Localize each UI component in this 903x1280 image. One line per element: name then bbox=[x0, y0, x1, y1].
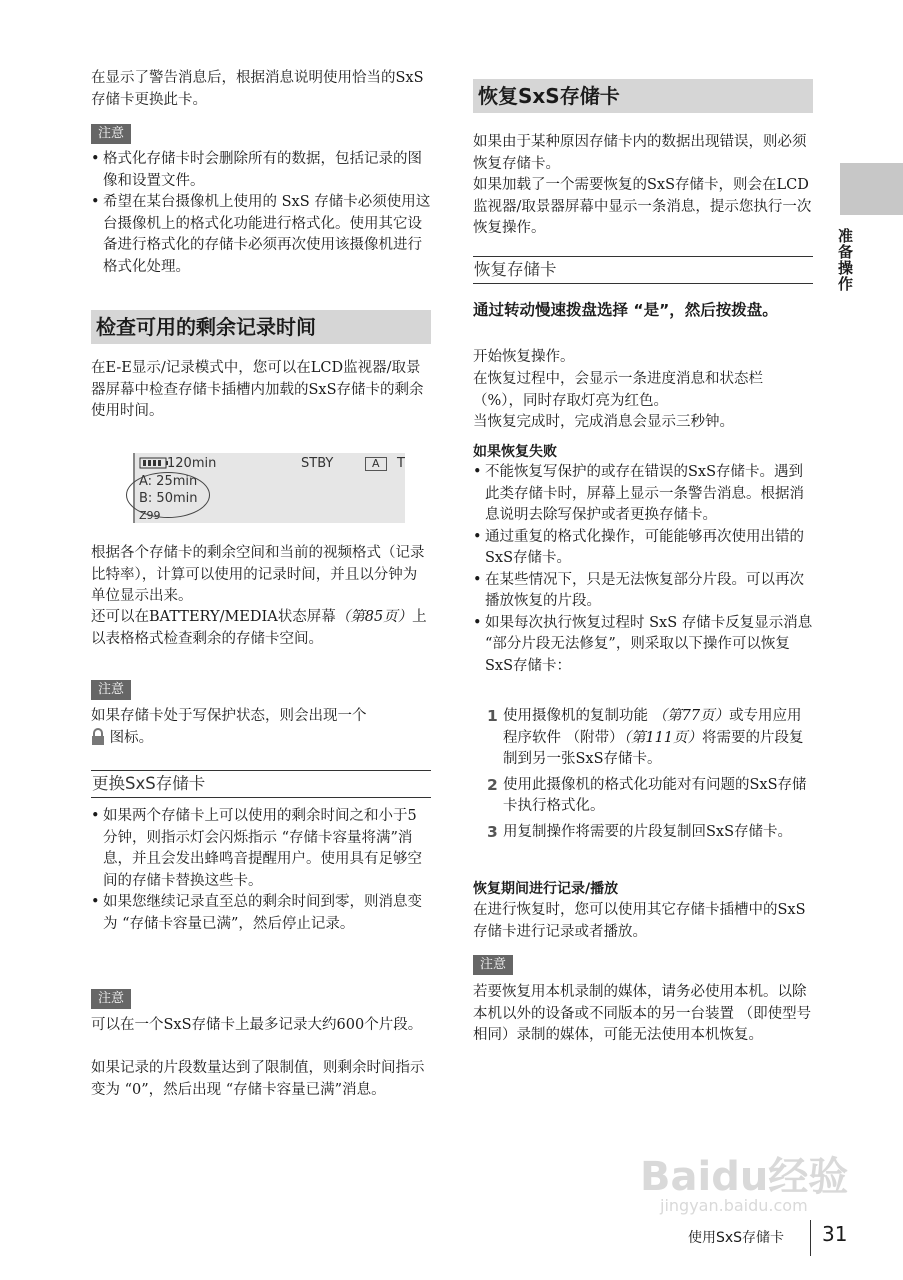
edge-char: T bbox=[397, 456, 405, 471]
watermark-url: jingyan.baidu.com bbox=[660, 1196, 808, 1215]
recover-intro: 如果由于某种原因存储卡内的数据出现错误，则必须恢复存储卡。 bbox=[473, 134, 807, 172]
write-protect-note: 如果存储卡处于写保护状态，则会出现一个 图标。 bbox=[91, 706, 431, 752]
step-heading: 通过转动慢速拨盘选择 “是”，然后按拨盘。 bbox=[473, 301, 778, 319]
recover-intro-2: 如果加载了一个需要恢复的SxS存储卡，则会在LCD监视器/取景器屏幕中显示一条消息，提示您执行一次恢复操作。 bbox=[473, 177, 812, 236]
footer-title: 使用SxS存储卡 bbox=[688, 1230, 785, 1246]
numbered-steps bbox=[473, 706, 813, 847]
clip-limit-note: 可以在一个SxS存储卡上最多记录大约600个片段。 bbox=[91, 1017, 423, 1033]
battery-icon bbox=[139, 457, 169, 473]
status-text: STBY bbox=[301, 456, 334, 471]
step-text: 在恢复过程中，会显示一条进度消息和状态栏 （%），同时存取灯亮为红色。 bbox=[473, 371, 763, 409]
status-screen-note: 还可以在BATTERY/MEDIA状态屏幕（第85页）上以表格格式检查剩余的存储卡空间。 bbox=[91, 609, 427, 647]
list-item: • 在某些情况下，只是无法恢复部分片段。可以再次播放恢复的片段。 bbox=[473, 570, 813, 613]
during-heading: 恢复期间进行记录/播放 bbox=[473, 881, 619, 897]
lock-icon bbox=[91, 728, 105, 753]
page-reference: （第111页） bbox=[623, 729, 703, 746]
lcd-bottom-text: Z99 bbox=[139, 509, 161, 522]
subsection-title: 恢复存储卡 bbox=[473, 256, 813, 284]
intro-paragraph: 在显示了警告消息后，根据消息说明使用恰当的SxS存储卡更换此卡。 bbox=[91, 70, 424, 108]
watermark-brand: Baidu经验 bbox=[640, 1154, 849, 1200]
step-text: 开始恢复操作。 bbox=[473, 349, 575, 365]
side-tab bbox=[840, 163, 903, 215]
page-reference: （第85页） bbox=[335, 609, 413, 625]
watermark bbox=[640, 1145, 848, 1215]
battery-time: 120min bbox=[167, 456, 217, 471]
lcd-explanation: 根据各个存储卡的剩余空间和当前的视频格式（记录比特率），计算可以使用的记录时间，并且以分钟为单位显示出来。 bbox=[91, 545, 425, 604]
list-item: • 通过重复的格式化操作，可能能够再次使用出错的SxS存储卡。 bbox=[473, 527, 813, 570]
during-text: 在进行恢复时，您可以使用其它存储卡插槽中的SxS存储卡进行记录或者播放。 bbox=[473, 902, 806, 940]
note-list bbox=[91, 149, 431, 278]
list-item: • 如果您继续记录直至总的剩余时间到零，则消息变为 “存储卡容量已满”，然后停止记录。 bbox=[91, 892, 431, 935]
list-item: • 不能恢复写保护的或存在错误的SxS存储卡。遇到此类存储卡时，屏幕上显示一条警告消息。根据消息说明去除写保护或者更换存储卡。 bbox=[473, 462, 813, 527]
page-number: 31 bbox=[822, 1222, 848, 1246]
fail-heading: 如果恢复失败 bbox=[473, 444, 557, 460]
highlight-ellipse bbox=[126, 472, 210, 518]
subsection-title: 更换SxS存储卡 bbox=[91, 770, 431, 798]
clip-limit-note-2: 如果记录的片段数量达到了限制值，则剩余时间指示变为 “0”，然后出现 “存储卡容量已满”消息。 bbox=[91, 1060, 425, 1098]
side-tab-label: 准备操作 bbox=[836, 228, 854, 292]
note-label: 注意 bbox=[473, 955, 513, 975]
fail-list bbox=[473, 462, 813, 677]
slot-b-time: B: 50min bbox=[139, 491, 198, 506]
step-text: 当恢复完成时，完成消息会显示三秒钟。 bbox=[473, 414, 734, 430]
section-title: 检查可用的剩余记录时间 bbox=[91, 310, 431, 344]
note-label: 注意 bbox=[91, 989, 131, 1009]
list-item: • 如果两个存储卡上可以使用的剩余时间之和小于5分钟，则指示灯会闪烁指示 “存储卡容量将满”消息，并且会发出蜂鸣音提醒用户。使用具有足够空间的存储卡替换这些卡。 bbox=[91, 806, 431, 892]
section-paragraph: 在E-E显示/记录模式中，您可以在LCD监视器/取景器屏幕中检查存储卡插槽内加载的SxS存储卡的剩余使用时间。 bbox=[91, 360, 424, 419]
slot-badge: A bbox=[365, 457, 387, 471]
list-item: 3 用复制操作将需要的片段复制回SxS存储卡。 bbox=[487, 822, 793, 841]
recover-note: 若要恢复用本机录制的媒体，请务必使用本机。以除本机以外的设备或不同版本的另一台装置 （即使型号相同）录制的媒体，可能无法使用本机恢复。 bbox=[473, 984, 812, 1043]
list-item: • 希望在某台摄像机上使用的 SxS 存储卡必须使用这台摄像机上的格式化功能进行格式化。使用其它设备进行格式化的存储卡必须再次使用该摄像机进行格式化处理。 bbox=[91, 192, 431, 278]
page-reference: （第77页） bbox=[652, 708, 730, 724]
note-label: 注意 bbox=[91, 680, 131, 700]
section-title: 恢复SxS存储卡 bbox=[473, 79, 813, 113]
note-label: 注意 bbox=[91, 124, 131, 144]
slot-a-time: A: 25min bbox=[139, 474, 198, 489]
replace-card-list bbox=[91, 806, 431, 935]
list-item: 2 使用此摄像机的格式化功能对有问题的SxS存储卡执行格式化。 bbox=[487, 775, 807, 814]
list-item: 1 使用摄像机的复制功能 （第77页）或专用应用程序软件 （附带）（第111页）将需要的片段复制到另一张SxS存储卡。 bbox=[487, 707, 804, 767]
list-item: • 格式化存储卡时会删除所有的数据，包括记录的图像和设置文件。 bbox=[91, 149, 431, 192]
footer-divider bbox=[810, 1220, 811, 1256]
list-item: • 如果每次执行恢复过程时 SxS 存储卡反复显示消息 “部分片段无法修复”，则采取以下操作可以恢复SxS存储卡： bbox=[473, 613, 813, 678]
